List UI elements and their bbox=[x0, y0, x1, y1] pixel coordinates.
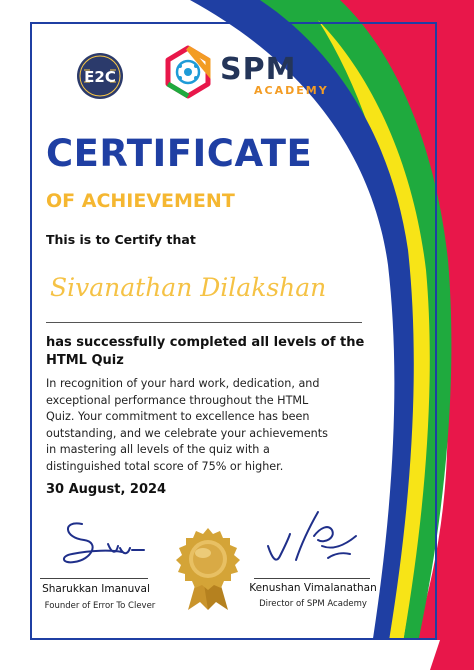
certificate-subtitle: OF ACHIEVEMENT bbox=[46, 190, 235, 212]
completion-statement: has successfully completed all levels of the HTML Quiz bbox=[46, 335, 365, 368]
gold-seal-icon bbox=[172, 526, 244, 612]
academy-sub: ACADEMY bbox=[254, 84, 329, 97]
signature-1-image bbox=[52, 514, 152, 574]
recognition-text: In recognition of your hard work, dedication, and exceptional performance throughout the HTML Quiz. Your commitment to excellence has been outstanding, and we celebrate your achievements in mastering all levels of the quiz with a distinguished total score of 75% or higher. bbox=[46, 377, 328, 473]
certificate-date: 30 August, 2024 bbox=[46, 482, 167, 497]
e2c-logo-icon bbox=[76, 52, 124, 100]
signature-2-image bbox=[262, 506, 362, 574]
spm-academy-logo-icon bbox=[164, 44, 212, 102]
certify-line: This is to Certify that bbox=[46, 232, 196, 247]
svg-text:E2C: E2C bbox=[84, 68, 116, 86]
certificate-title: CERTIFICATE bbox=[46, 132, 313, 175]
signer-2-role: Director of SPM Academy bbox=[259, 599, 367, 609]
signer-2-name: Kenushan Vimalanathan bbox=[249, 582, 377, 594]
signer-1-role: Founder of Error To Clever bbox=[44, 601, 156, 611]
academy-name: SPM bbox=[220, 52, 297, 87]
recipient-name: Sivanathan Dilakshan bbox=[50, 273, 327, 302]
signature-1-line bbox=[40, 578, 148, 579]
name-underline bbox=[46, 322, 362, 323]
signature-2-line bbox=[254, 578, 370, 579]
signer-1-name: Sharukkan Imanuval bbox=[42, 583, 150, 595]
